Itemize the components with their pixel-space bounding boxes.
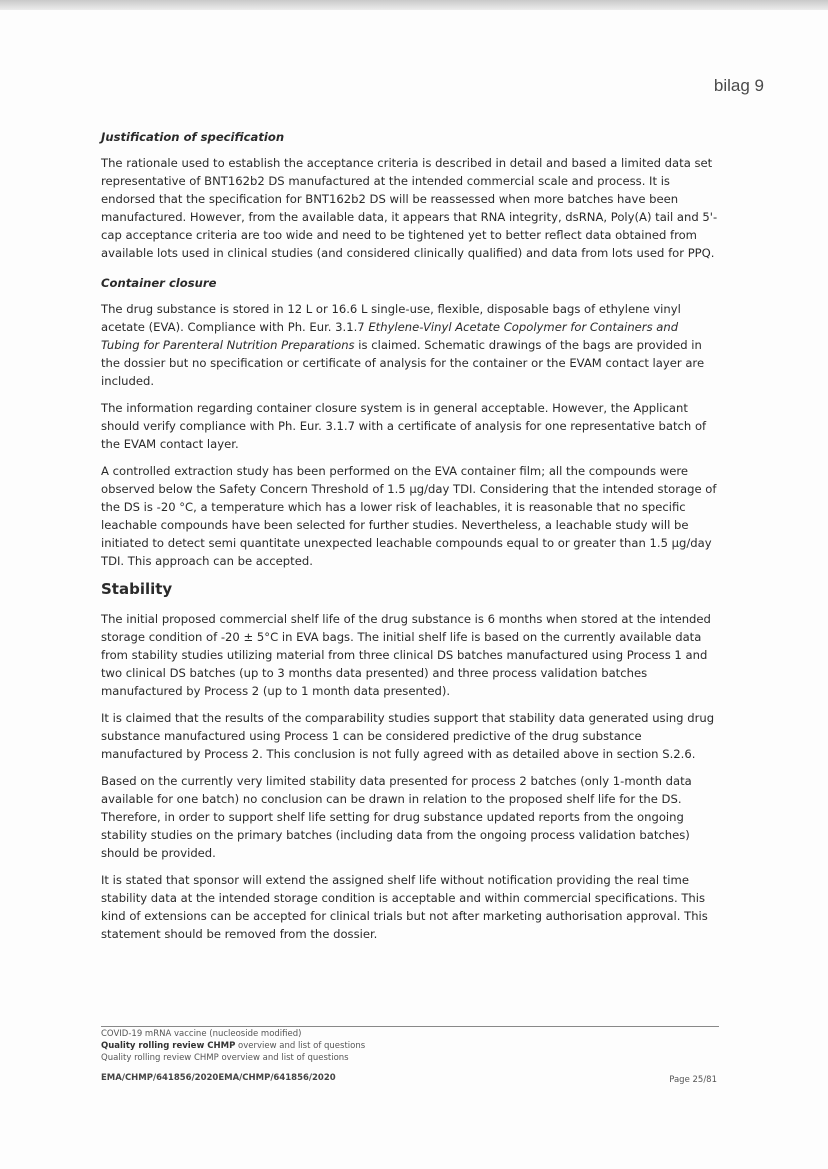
footer-report-rest: overview and list of questions — [235, 1041, 366, 1051]
paragraph: The initial proposed commercial shelf life of the drug substance is 6 months when stored at the intended storage condition of -20 ± 5°C in EVA bags. The initial shelf life is based on the currently available data from stability studies utilizing material from three clinical DS batches manufactured using Process 1 and two clinical DS batches (up to 3 months data presented) and three process validation batches manufactured by Process 2 (up to 1 month data presented). — [101, 612, 711, 698]
document-body — [101, 128, 719, 952]
paragraph — [101, 300, 719, 390]
heading-stability: Stability — [101, 580, 173, 598]
footer-report-repeat: Quality rolling review CHMP overview and list of questions — [101, 1053, 349, 1063]
page-number: Page 25/81 — [669, 1075, 717, 1085]
page-footer — [101, 1026, 719, 1064]
footer-report — [101, 1040, 719, 1052]
paragraph: Based on the currently very limited stability data presented for process 2 batches (only 1-month data available for one batch) no conclusion can be drawn in relation to the proposed shelf life for the DS. Therefore, in order to support shelf life setting for drug substance updated reports from the ongoing stability studies on the primary batches (including data from the ongoing process validation batches) should be provided. — [101, 774, 692, 860]
ema-reference: EMA/CHMP/641856/2020EMA/CHMP/641856/2020 — [101, 1073, 336, 1083]
heading-container-closure: Container closure — [101, 276, 217, 290]
paragraph: It is claimed that the results of the comparability studies support that stability data generated using drug substance manufactured using Process 1 can be considered predictive of the drug substance manufactured by Process 2. This conclusion is not fully agreed with as detailed above in section S.2.6. — [101, 711, 715, 761]
bilag-label: bilag 9 — [713, 76, 764, 95]
footer-report-bold: Quality rolling review CHMP — [101, 1041, 236, 1051]
text-run: is claimed. Schematic drawings of the bags are provided in the dossier but no specification or certificate of analysis for the container or the EVAM contact layer are included. — [101, 338, 705, 388]
paragraph: The rationale used to establish the acceptance criteria is described in detail and based a limited data set representative of BNT162b2 DS manufactured at the intended commercial scale and process. It is endorsed that the specification for BNT162b2 DS will be reassessed when more batches have been manufactured. However, from the available data, it appears that RNA integrity, dsRNA, Poly(A) tail and 5'-cap acceptance criteria are too wide and need to be tightened yet to better reflect data obtained from available lots used in clinical studies (and considered clinically qualified) and data from lots used for PPQ. — [101, 156, 718, 260]
paragraph: It is stated that sponsor will extend the assigned shelf life without notification providing the real time stability data at the intended storage condition is acceptable and within commercial specifications. This kind of extensions can be accepted for clinical trials but not after marketing authorisation approval. This statement should be removed from the dossier. — [101, 873, 708, 941]
footer-product: COVID-19 mRNA vaccine (nucleoside modified) — [101, 1029, 302, 1039]
italic-title: Ethylene-Vinyl Acetate Copolymer for Containers and Tubing for Parenteral Nutrition Preparations — [101, 320, 679, 352]
paragraph: A controlled extraction study has been performed on the EVA container film; all the compounds were observed below the Safety Concern Threshold of 1.5 µg/day TDI. Considering that the intended storage of the DS is -20 °C, a temperature which has a lower risk of leachables, it is reasonable that no specific leachable compounds have been selected for further studies. Nevertheless, a leachable study will be initiated to detect semi quantitate unexpected leachable compounds equal to or greater than 1.5 µg/day TDI. This approach can be accepted. — [101, 464, 717, 568]
scan-top-edge — [0, 0, 828, 10]
paragraph: The information regarding container closure system is in general acceptable. However, the Applicant should verify compliance with Ph. Eur. 3.1.7 with a certificate of analysis for one representative batch of the EVAM contact layer. — [101, 401, 707, 451]
heading-justification: Justification of specification — [101, 130, 285, 144]
text-run: The drug substance is stored in 12 L or 16.6 L single-use, flexible, disposable bags of ethylene vinyl acetate (EVA). Compliance with Ph. Eur. 3.1.7 — [101, 302, 681, 334]
